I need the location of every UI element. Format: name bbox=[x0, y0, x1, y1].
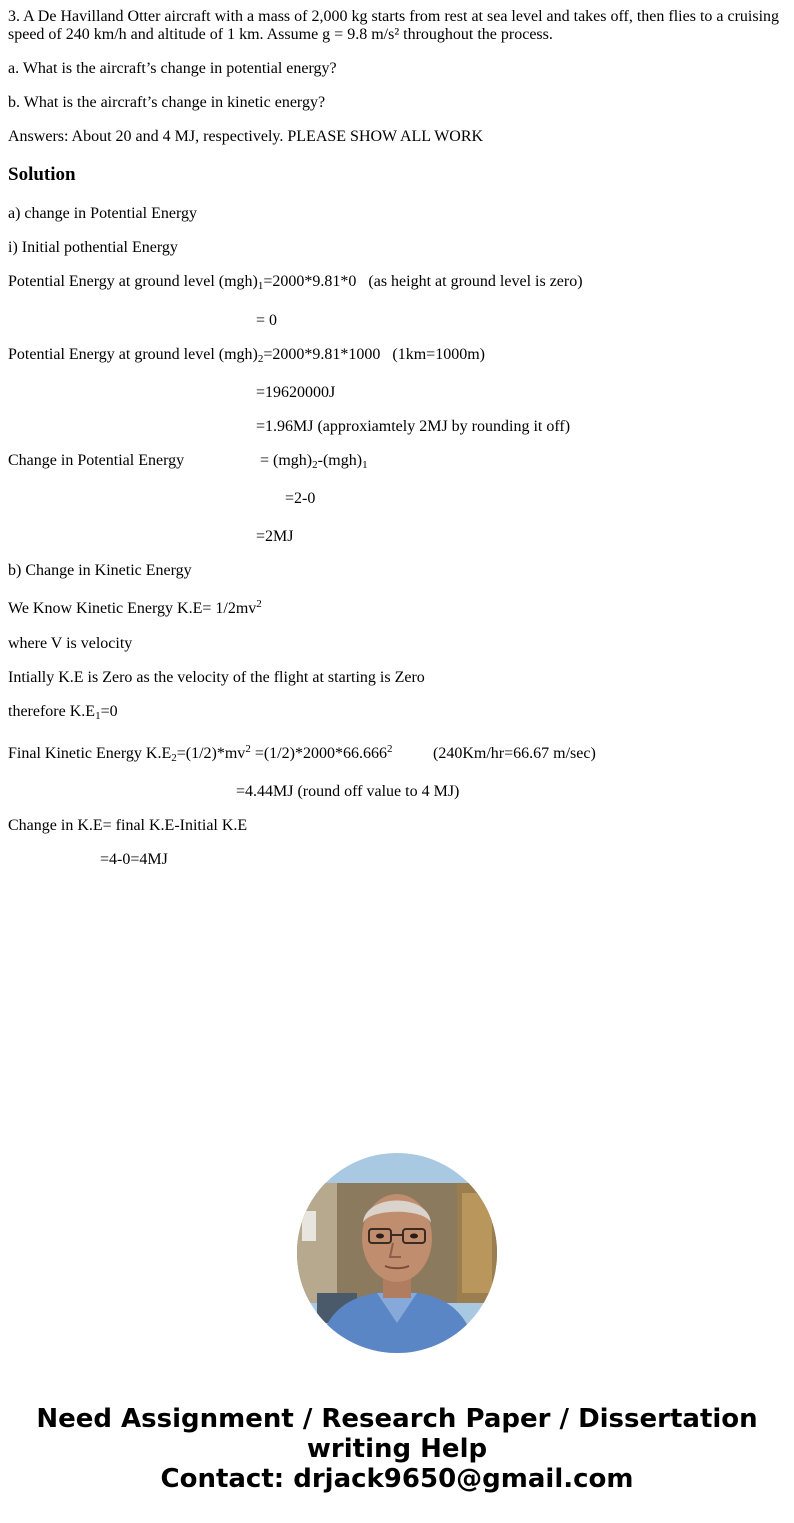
part-a-subtitle: i) Initial pothential Energy bbox=[8, 239, 178, 256]
ke1-value: =0 bbox=[100, 703, 118, 720]
ke2-line bbox=[8, 745, 392, 763]
ke2-sup-1: 2 bbox=[245, 743, 251, 755]
pe1-line bbox=[8, 273, 583, 291]
delta-pe-sub-b: 1 bbox=[362, 459, 368, 471]
ke-formula-sup: 2 bbox=[256, 598, 262, 610]
solution-heading: Solution bbox=[8, 164, 76, 185]
ke-formula-text: We Know Kinetic Energy K.E= 1/2mv bbox=[8, 600, 257, 617]
promo-contact[interactable]: Contact: drjack9650@gmail.com bbox=[160, 1464, 634, 1494]
ke2-result: =4.44MJ (round off value to 4 MJ) bbox=[236, 783, 460, 800]
ke2-label: Final Kinetic Energy K.E bbox=[8, 745, 172, 762]
delta-pe-sub-a: 2 bbox=[312, 459, 318, 471]
question-intro: 3. A De Havilland Otter aircraft with a mass of 2,000 kg starts from rest at sea level and takes off, then flies to a cruising speed of 240 km/h and altitude of 1 km. Assume g = 9.8 m/s² throughout the process. bbox=[8, 8, 780, 43]
pe1-label: Potential Energy at ground level (mgh) bbox=[8, 273, 258, 290]
delta-pe-result: =2MJ bbox=[256, 528, 294, 545]
delta-pe-term-a: = (mgh) bbox=[260, 452, 313, 469]
pe2-label: Potential Energy at ground level (mgh) bbox=[8, 346, 258, 363]
question-part-a: a. What is the aircraft’s change in potential energy? bbox=[8, 60, 337, 77]
delta-pe-expression bbox=[260, 452, 368, 470]
promo-line-1: Need Assignment / Research Paper / Dissertation bbox=[36, 1404, 758, 1434]
ke2-sup-2: 2 bbox=[386, 743, 393, 755]
question-answers: Answers: About 20 and 4 MJ, respectively. PLEASE SHOW ALL WORK bbox=[8, 128, 484, 145]
pe2-result-mj: =1.96MJ (approxiamtely 2MJ by rounding it off) bbox=[256, 418, 571, 435]
ke2-substitution: =(1/2)*2000*66.666 bbox=[250, 745, 387, 762]
promo-line-2: writing Help bbox=[306, 1434, 488, 1464]
ke1-subscript: 1 bbox=[95, 710, 101, 722]
pe2-expression: =2000*9.81*1000 (1km=1000m) bbox=[263, 346, 485, 363]
pe2-line bbox=[8, 346, 485, 364]
delta-ke-label: Change in K.E= final K.E-Initial K.E bbox=[8, 817, 248, 834]
ke2-formula: =(1/2)*mv bbox=[176, 745, 246, 762]
question-part-b: b. What is the aircraft’s change in kinetic energy? bbox=[8, 94, 326, 111]
velocity-definition: where V is velocity bbox=[8, 635, 133, 652]
ke1-line bbox=[8, 703, 118, 721]
delta-pe-term-b: -(mgh) bbox=[317, 452, 363, 469]
ke2-subscript: 2 bbox=[171, 752, 177, 764]
delta-pe-step: =2-0 bbox=[285, 490, 316, 507]
ke-formula bbox=[8, 600, 262, 618]
promo-banner bbox=[0, 1404, 794, 1494]
delta-ke-result: =4-0=4MJ bbox=[100, 851, 168, 868]
pe2-result-joules: =19620000J bbox=[256, 384, 336, 401]
pe2-subscript: 2 bbox=[257, 353, 264, 365]
delta-pe-label: Change in Potential Energy bbox=[8, 452, 185, 469]
pe1-result: = 0 bbox=[256, 312, 278, 329]
ke2-conversion-note: (240Km/hr=66.67 m/sec) bbox=[433, 745, 596, 762]
tutor-avatar bbox=[297, 1153, 497, 1353]
part-b-title: b) Change in Kinetic Energy bbox=[8, 562, 192, 579]
part-a-title: a) change in Potential Energy bbox=[8, 205, 197, 222]
pe1-expression: =2000*9.81*0 (as height at ground level is zero) bbox=[263, 273, 583, 290]
tutor-profile-photo-icon bbox=[297, 1153, 497, 1353]
initial-ke-note: Intially K.E is Zero as the velocity of the flight at starting is Zero bbox=[8, 669, 425, 686]
pe1-subscript: 1 bbox=[257, 280, 264, 292]
ke1-text: therefore K.E bbox=[8, 703, 96, 720]
